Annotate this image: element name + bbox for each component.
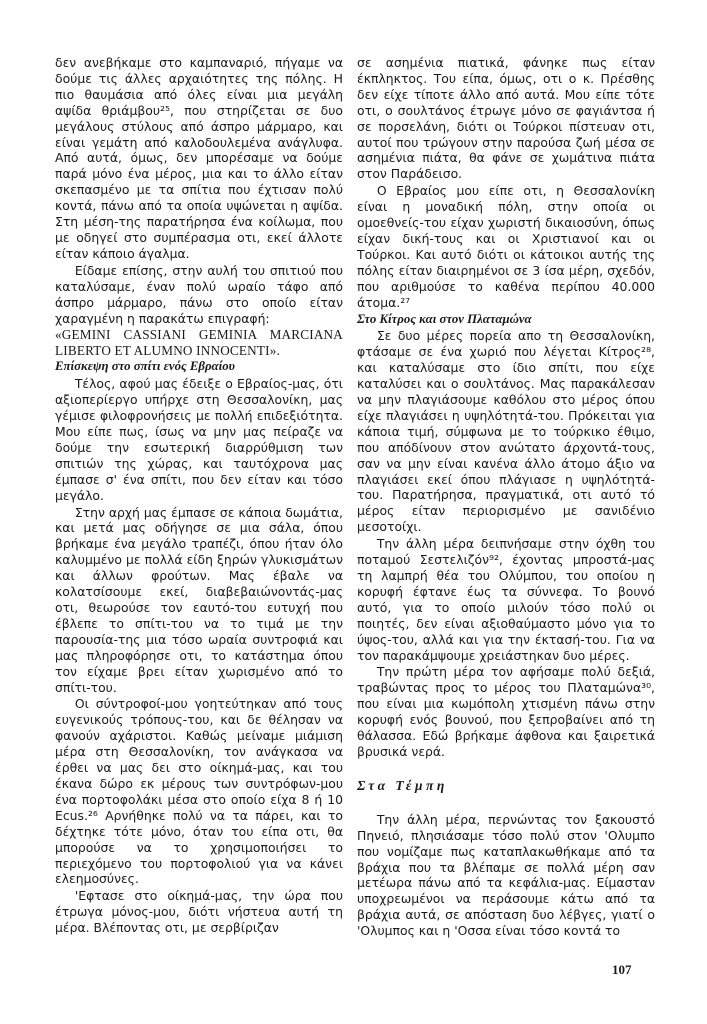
body-paragraph: δεν ανεβήκαμε στο καμπαναριό, πήγαμε να δούμε τις άλλες αρχαιότητες της πόλης. Η πιο θαυμάσια από όλες είναι μια μεγάλη αψίδα θριάμβου²⁵, που στηρίζεται σε δυο μεγάλους στύλους από άσπρο μάρμαρο, και είναι γεμάτη από καλοδουλεμένα ανάγλυφα. Από αυτά, όμως, δεν μπορέσαμε να δούμε παρά μόνο ένα μέρος, μια και το άλλο είταν σκεπασμένο με τα σπίτια που έχτισαν πολύ κοντά, πάνω από τα οποία υψώνεται η αψίδα. Στη μέση-της παρατήρησα ένα κοίλωμα, που με οδηγεί στο συμπέρασμα οτι, εκεί άλλοτε είταν κάποιο άγαλμα. (55, 55, 343, 261)
body-paragraph: Είδαμε επίσης, στην αυλή του σπιτιού που καταλύσαμε, έναν πολύ ωραίο τάφο από άσπρο μάρμαρο, πάνω στο οποίο είταν χαραγμένη η παρακάτω επιγραφή: (55, 262, 343, 326)
section-heading: Στο Κίτρος και στον Πλαταμώνα (357, 311, 532, 326)
section-heading: Στα Τέμπη (357, 777, 448, 793)
section-heading: Επίσκεψη στο σπίτι ενός Εβραίου (55, 359, 235, 374)
body-paragraph: Την άλλη μέρα, περνώντας τον ξακουστό Πηνειό, πλησιάσαμε τόσο πολύ στον 'Ολυμπο που νομίζαμε πως καταπλακωθήκαμε από τα βράχια που τα βλέπαμε σε πολλά μέρη σαν μετέωρα πάνω από τα κεφάλια-μας. Είμασταν υποχρεωμένοι να περάσουμε κάτω από τα βράχια αυτά, σε απόσταση δυο λέβγες, γιατί ο 'Ολυμπος και η 'Οσσα είναι τόσο κοντά το (357, 811, 655, 939)
page-number: 107 (612, 962, 632, 977)
body-paragraph: σε ασημένια πιατικά, φάνηκε πως είταν έκπληκτος. Του είπα, όμως, οτι ο κ. Πρέσθης δεν είχε τίποτε άλλο από αυτά. Μου είπε τότε οτι, ο σουλτάνος έτρωγε μόνο σε φαγιάντσα ή σε πορσελάνη, διότι οι Τούρκοι πίστευαν οτι, αυτοί που τρώγουν στην παρούσα ζωή μέσα σε ασημένια πιάτα, θα φάνε σε χωμάτινα πιάτα στον Παράδεισο. (357, 55, 655, 182)
right-column (357, 55, 655, 939)
left-column (55, 55, 343, 936)
body-paragraph: 'Εφτασε στο οίκημά-μας, την ώρα που έτρωγα μόνος-μου, διότι νήστευα αυτή τη μέρα. Βλέποντας οτι, με σερβίριζαν (55, 888, 343, 936)
body-paragraph: Οι σύντροφοί-μου γοητεύτηκαν από τους ευγενικούς τρόπους-του, και δε θέλησαν να φανούν αχάριστοι. Καθώς μείναμε μιάμιση μέρα στη Θεσσαλονίκη, τον ανάγκασα να έρθει να μας δει στο οίκημά-μας, και του έκανα δώρο εκ μέρους των συντρόφων-μου ένα πορτοφολάκι μέσα στο οποίο είχα 8 ή 10 Ecus.²⁶ Αρνήθηκε πολύ να τα πάρει, και το δέχτηκε τότε μόνο, όταν του είπα οτι, θα μπορούσε να το χρησιμοποιήσει το περιεχόμενο του πορτοφολιού για να κάνει ελεημοσύνες. (55, 696, 343, 887)
body-paragraph: Ο Εβραίος μου είπε οτι, η Θεσσαλονίκη είναι η μοναδική πόλη, στην οποία οι ομοεθνείς-του είχαν χωριστή δικαιοσύνη, όπως είχαν δική-τους και οι Χριστιανοί και οι Τούρκοι. Και αυτό διότι οι κάτοικοι αυτής της πόλης είταν διαιρημένοι σε 3 ίσα μέρη, σχεδόν, που αριθμούσε το καθένα περίπου 40.000 άτομα.²⁷ (357, 183, 655, 310)
body-paragraph: Τέλος, αφού μας έδειξε ο Εβραίος-μας, ότι αξιοπερίεργο υπήρχε στη Θεσσαλονίκη, μας γέμισε φιλοφρονήσεις με πολλή επιδεξιότητα. Μου είπε πως, ίσως να μην μας πείραζε να δούμε την εσωτερική διαρρύθμιση των σπιτιών της χώρας, και ταυτόχρονα μας έμπασε σ' ένα σπίτι, που δεν είταν και τόσο μεγάλο. (55, 376, 343, 503)
body-paragraph: Σε δυο μέρες πορεία απο τη Θεσσαλονίκη, φτάσαμε σε ένα χωριό που λέγεται Κίτρος²⁸, και καταλύσαμε στο ίδιο σπίτι, που είχε καταλύσει και ο σουλτάνος. Μας παρακάλεσαν να μην πλαγιάσουμε καθόλου στο μέρος όπου είχε πλαγιάσει η υψηλότητά-του. Πρόκειται για κάποια τιμή, σύμφωνα με το τούρκικο έθιμο, που απόδίνουν στον ανώτατο άρχοντά-τους, σαν να μην είναι κανένα άλλο άτομο άξιο να πλαγιάσει εκεί όπου πλάγιασε η υψηλότητά-του. Παρατήρησα, πραγματικά, οτι αυτό τό μέρος είταν περιορισμένο με σανιδένιο μεσοτοίχι. (357, 328, 655, 535)
body-paragraph: Στην αρχή μας έμπασε σε κάποια δωμάτια, και μετά μας οδήγησε σε μια σάλα, όπου βρήκαμε ένα μεγάλο τραπέζι, όπου ήταν όλο καλυμμένο με πολλά είδη ξηρών γλυκισμάτων και άλλων φρούτων. Μας έβαλε να κολατσίσουμε εκεί, διαβεβαιώνοντάς-μας οτι, θεωρούσε τον εαυτό-του ευτυχή που έβλεπε το σπίτι-του να το τιμά με την παρουσία-της μια τόσο ωραία συντροφιά και μας πληροφόρησε οτι, το κατάστημα όπου τον είχαμε βρει είταν χωρισμένο από το σπίτι-του. (55, 504, 343, 695)
inscription-quote: «GEMINI CASSIANI GEMINIA MARCIANA LIBERTO ET ALUMNO INNOCENTI». (55, 327, 343, 358)
body-paragraph: Την πρώτη μέρα τον αφήσαμε πολύ δεξιά, τραβώντας προς το μέρος του Πλαταμώνα³⁰, που είναι μια κωμόπολη χτισμένη πάνω στην κορυφή ενός βουνού, που ξεπροβαίνει από τη θάλασσα. Εδώ βρήκαμε άφθονα και ξαιρετικά βρυσικά νερά. (357, 664, 655, 759)
body-paragraph: Την άλλη μέρα δειπνήσαμε στην όχθη του ποταμού Σεστελιζόν⁹², έχοντας μπροστά-μας τη λαμπρή θέα του Ολύμπου, του οποίου η κορυφή έφτανε έως τα σύννεφα. Το βουνό αυτό, για το οποίο μιλούν τόσο πολύ οι ποιητές, δεν είναι αξιοθαύμαστο μόνο για το ύψος-του, αλλά και για την έκτασή-του. Για να τον παρακάμψουμε χρειάστηκαν δυο μέρες. (357, 536, 655, 663)
